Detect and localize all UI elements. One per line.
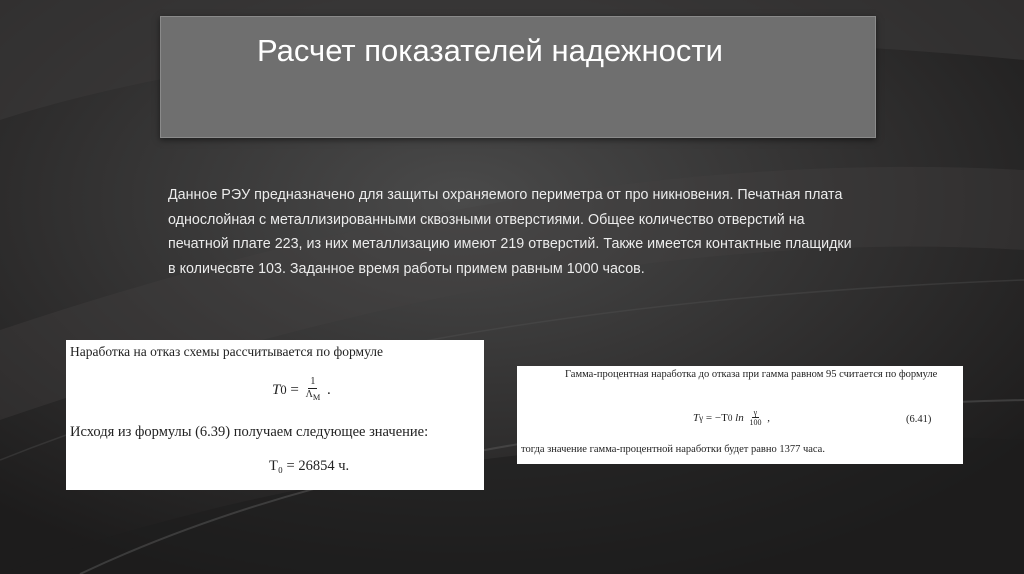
body-paragraph: Данное РЭУ предназначено для защиты охраняемого периметра от про никновения. Печатная плата однослойная с металлизированными сквозными отверстиями. Общее количество отверстий на печатной плате 223, из них металлизацию имеют 219 отверстий. Также имеется контактные плащидки в количесвте 103. Заданное время работы примем равным 1000 часов. bbox=[168, 187, 852, 277]
mtbf-formula bbox=[272, 376, 331, 404]
fraction-denominator bbox=[306, 389, 321, 404]
formula-symbol-t: T bbox=[272, 381, 281, 398]
formula-equals: = bbox=[286, 381, 303, 398]
fraction-numerator: 1 bbox=[310, 376, 316, 387]
formula-image-left bbox=[66, 340, 484, 490]
gamma-numerator: γ bbox=[753, 408, 758, 417]
gamma-formula bbox=[693, 408, 770, 427]
equation-number: (6.41) bbox=[906, 414, 932, 425]
gamma-fraction bbox=[749, 408, 761, 427]
mtbf-intro-text: Наработка на отказ схемы рассчитывается по формуле bbox=[70, 344, 383, 359]
formula-image-right bbox=[517, 366, 963, 464]
lambda-subscript: M bbox=[312, 393, 321, 402]
slide-title: Расчет показателей надежности bbox=[257, 33, 723, 68]
title-box bbox=[160, 16, 876, 138]
formula-subscript: 0 bbox=[280, 382, 287, 397]
mtbf-result-intro: Исходя из формулы (6.39) получаем следующее значение: bbox=[70, 424, 429, 440]
formula-period: . bbox=[323, 381, 331, 398]
gamma-subscript: γ bbox=[699, 412, 704, 423]
gamma-intro-text: Гамма-процентная наработка до отказа при гамма равном 95 считается по формуле bbox=[565, 369, 938, 380]
lambda-symbol: Λ bbox=[305, 389, 313, 400]
ln-symbol: ln bbox=[732, 411, 747, 424]
gamma-result-text: тогда значение гамма-процентной наработки будет равно 1377 часа. bbox=[521, 444, 825, 455]
formula-comma: , bbox=[764, 411, 770, 424]
mtbf-result: T₀ = 26854 ч. bbox=[269, 458, 350, 474]
formula-symbol-t-gamma: T bbox=[693, 411, 700, 424]
formula-minus-t: = −T bbox=[703, 411, 728, 424]
gamma-denominator: 100 bbox=[749, 418, 762, 427]
t-zero-subscript: 0 bbox=[727, 412, 733, 423]
formula-fraction bbox=[306, 376, 321, 404]
